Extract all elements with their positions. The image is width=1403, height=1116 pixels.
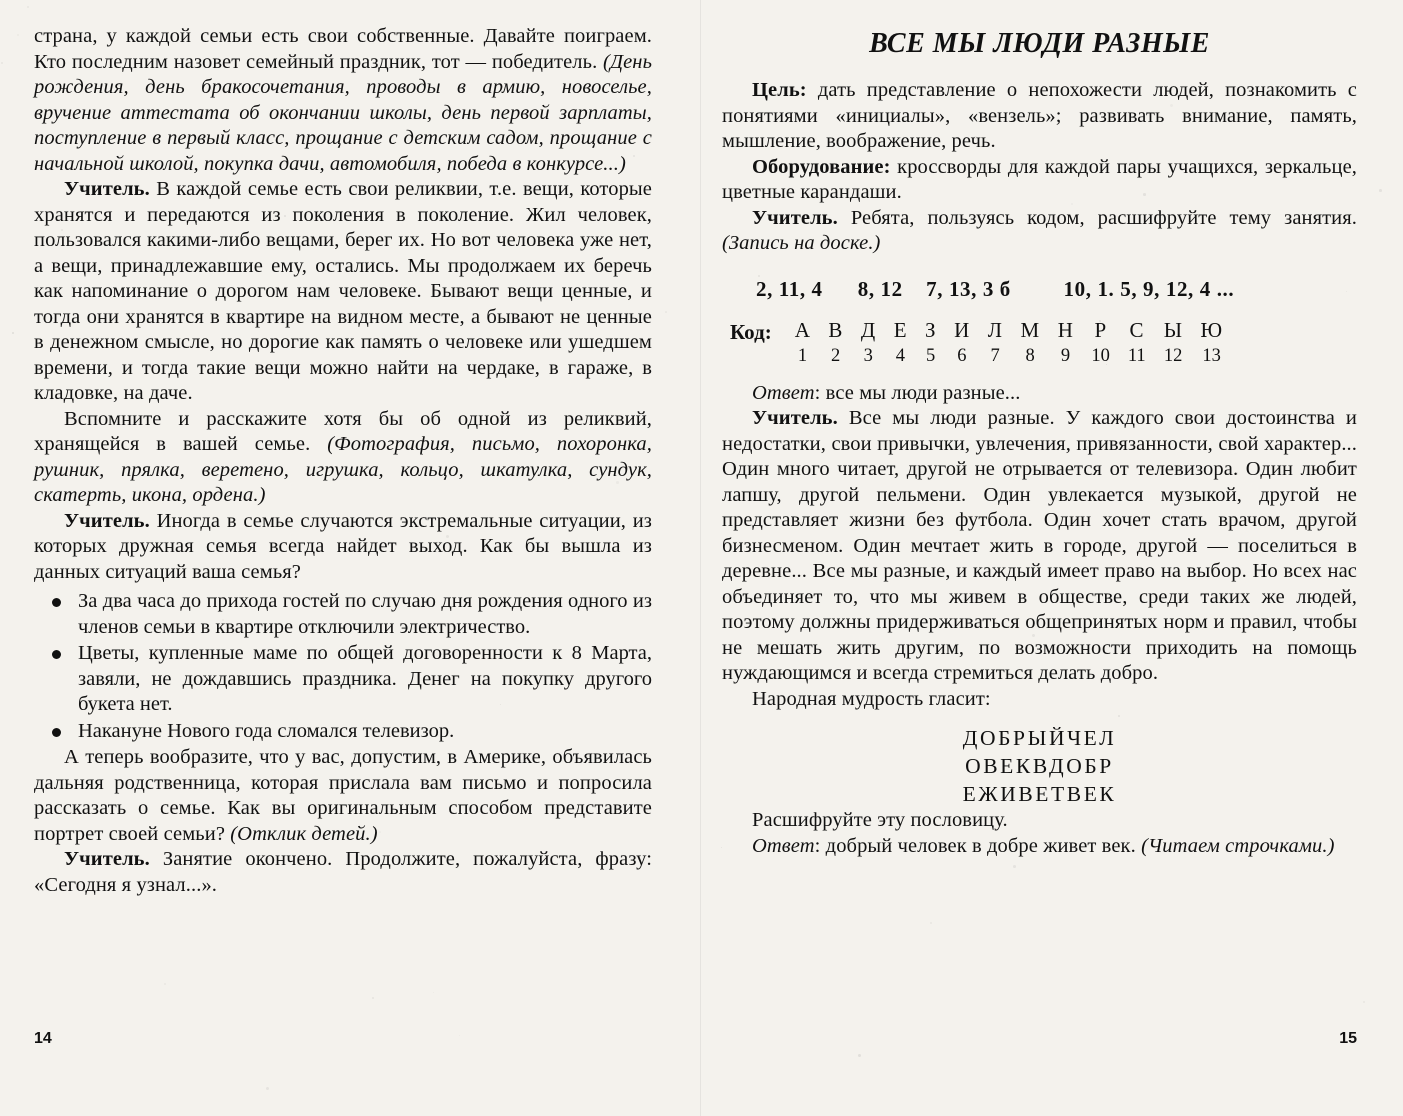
text-run: Учитель. [752,407,838,429]
paragraph [34,745,652,847]
paragraph [722,206,1357,257]
code-number: 2 [831,345,841,366]
paragraph [34,407,652,509]
page-number-left: 14 [34,1030,52,1047]
left-page-body-after [34,745,652,898]
paragraph [722,406,1357,687]
text-run: Ответ [752,834,815,857]
paragraph [34,847,652,898]
text-run: (Запись на доске.) [722,232,881,254]
text-run: Цель: [752,79,807,101]
text-run: (Отклик детей.) [230,822,378,845]
paragraph [722,687,1357,713]
text-run: (Фотография, письмо, похоронка, рушник, прялка, веретено, игрушка, кольцо, шкатулка, сундук, скатерть, икона, ордена.) [34,433,652,506]
page-number-right: 15 [1339,1030,1357,1047]
proverb-line: ОВЕКВДОБР [965,754,1114,778]
code-letter: Д [860,317,876,342]
code-letter: Ы [1163,317,1183,342]
code-number: 3 [863,345,873,366]
code-key [722,318,1357,367]
text-run: : добрый человек в добре живет век. [814,834,1142,857]
paragraph [722,78,1357,155]
text-run: Учитель. [64,509,150,532]
text-run: кроссворды для каждой пары учащихся, зеркальце, цветные карандаши. [722,155,1357,203]
code-letter: Е [893,317,908,342]
code-number: 9 [1060,345,1071,366]
paragraph [34,24,652,177]
text-run: Вспомните и расскажите хотя бы об одной из реликвий, хранящейся в вашей семье. [34,407,652,455]
code-letter: Н [1057,317,1074,342]
situations-list [34,589,652,744]
cipher-sequence: 2, 11, 4 8, 12 7, 13, 3 б 10, 1. 5, 9, 12, 4 ... [756,276,1235,301]
code-number: 13 [1202,345,1221,366]
code-letter: Ю [1200,317,1223,342]
text-run: дать представление о непохожести людей, познакомить с понятиями «инициалы», «вензель»; развивать внимание, память, мышление, воображение, речь. [722,79,1357,152]
left-page [0,0,700,1116]
paragraph [34,177,652,407]
text-run: Учитель. [64,178,150,200]
text-run: Расшифруйте эту пословицу. [752,809,1008,831]
text-run: В каждой семье есть свои реликвии, т.е. вещи, которые хранятся и передаются из поколения в поколение. Жил человек, пользовался какими-либо вещами, берег их. Но вот человека уже нет, а вещи, принадлежавшие ему, остались. Мы продолжаем их беречь как напоминание о дорогом нам человеке. Бывают вещи ценные, и тогда они хранятся в квартире на видном месте, а бывают не ценные в денежном смысле, но дорогие как память о человеке или ушедшем времени, и тогда такие вещи можно найти на чердаке, в гараже, в кладовке, на даче. [34,178,652,404]
code-letter: Р [1094,317,1107,342]
text-run: Все мы люди разные. У каждого свои достоинства и недостатки, свои привычки, увлечения, привязанности, свой характер... Один много читает, другой не отрывается от телевизора. Один любит лапшу, другой пельмени. Один увлекается музыкой, другой не представляет жизни без футбола. Один хочет стать врачом, другой бизнесменом. Один мечтает жить в городе, другой — поселиться в деревне... Все мы разные, и каждый имеет право на выбор. Но всех нас объединяет то, что мы живем в обществе, среди таких же людей, поэтому должны придерживаться общепринятых норм и правил, чтобы не мешать жить другим, по возможности приходить на помощь нуждающимся и всегда стремиться делать добро. [722,407,1357,684]
text-run: (День рождения, день бракосочетания, проводы в армию, новоселье, вручение аттестата об окончании школы, день первой зарплаты, поступление в первый класс, прощание с детским садом, прощание с начальной школой, покупка дачи, автомобиля, победа в конкурсе...) [34,50,652,175]
text-run: Ребята, пользуясь кодом, расшифруйте тему занятия. [837,206,1357,229]
code-number: 12 [1163,345,1183,366]
code-number: 4 [895,345,905,366]
text-run: Учитель. [752,206,838,229]
code-number: 10 [1091,345,1110,366]
code-number: 7 [990,345,1000,366]
text-run: Ответ [752,381,815,404]
text-run: страна, у каждой семьи есть свои собственные. Давайте поиграем. Кто последним назовет семейный праздник, тот — победитель. [34,25,652,73]
code-key-label: Код: [730,319,772,344]
text-run: Учитель. [64,848,150,870]
text-run: (Читаем строчками.) [1141,834,1335,857]
code-key-table [786,318,1232,367]
code-number: 5 [925,345,936,366]
list-item: Накануне Нового года сломался телевизор. [34,719,652,745]
code-letter: В [828,317,843,342]
paragraph [722,834,1357,860]
text-run: Оборудование: [752,155,891,178]
code-number: 11 [1127,345,1146,366]
proverb-line: ЕЖИВЕТВЕК [962,782,1117,806]
text-run: А теперь вообразите, что у вас, допустим, в Америке, объявилась дальняя родственница, которая прислала вам письмо и попросила рассказать о семье. Как вы оригинальным способом представите портрет своей семьи? [34,746,652,845]
right-page-body [722,406,1357,712]
code-key-numbers [786,343,1232,367]
text-run: Иногда в семье случаются экстремальные ситуации, из которых дружная семья всегда найдет выход. Как бы вышла из данных ситуаций ваша семья? [34,509,652,583]
text-run: Народная мудрость гласит: [752,687,991,710]
cipher-answer [722,381,1357,407]
text-run: Занятие окончено. Продолжите, пожалуйста, фразу: «Сегодня я узнал...». [34,848,652,896]
proverb-line: ДОБРЫЙЧЕЛ [962,726,1117,750]
proverb-grid [722,724,1357,808]
code-letter: И [954,317,970,342]
page-title: ВСЕ МЫ ЛЮДИ РАЗНЫЕ [869,28,1210,59]
list-item: За два часа до прихода гостей по случаю дня рождения одного из членов семьи в квартире отключили электричество. [34,589,652,640]
paragraph [34,509,652,586]
right-page-closing [722,808,1357,859]
right-page-intro [722,78,1357,257]
code-letter: А [794,317,811,342]
code-number: 1 [797,345,808,366]
list-item: Цветы, купленные маме по общей договоренности к 8 Марта, завяли, не дождавшись праздника. Денег на покупку другого букета нет. [34,641,652,718]
code-letter: М [1020,317,1040,342]
code-letter: З [925,317,937,342]
right-page [700,0,1403,1116]
text-run: : все мы люди разные... [814,381,1021,404]
code-key-letters [786,318,1232,343]
code-number: 6 [957,345,967,366]
paragraph [722,155,1357,206]
paragraph [722,808,1357,834]
code-letter: Л [987,317,1003,342]
left-page-body [34,24,652,585]
code-letter: С [1129,317,1145,342]
code-number: 8 [1025,345,1035,366]
